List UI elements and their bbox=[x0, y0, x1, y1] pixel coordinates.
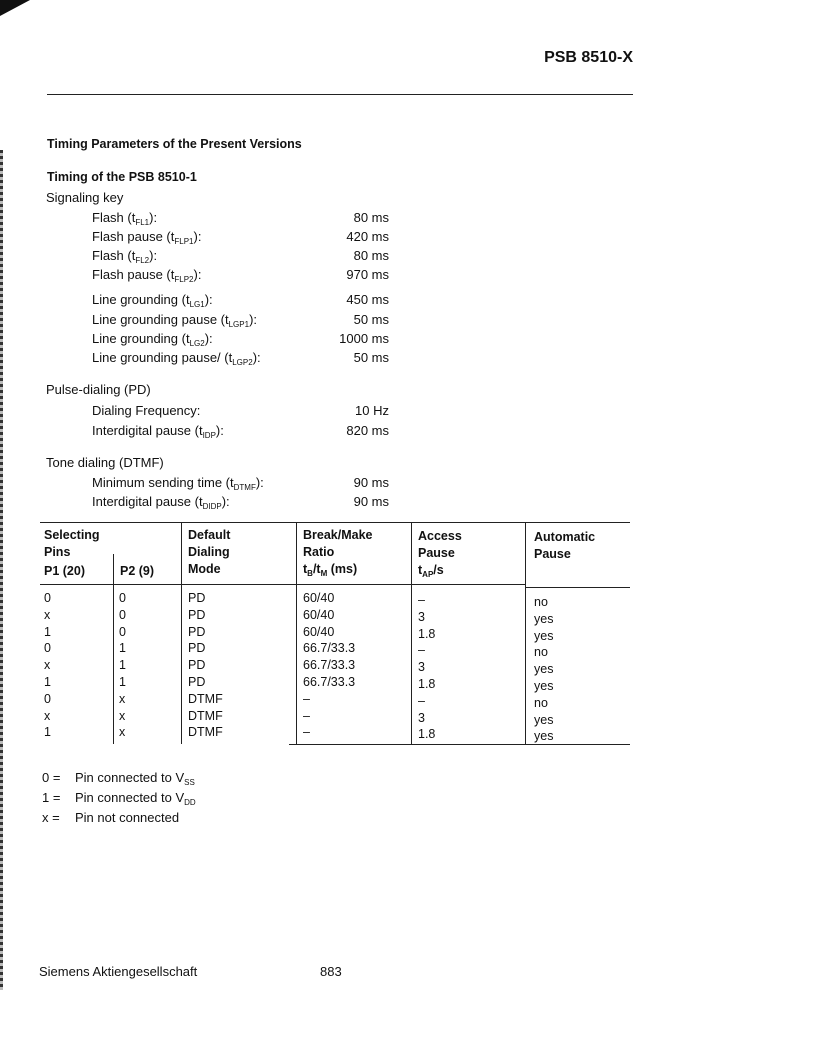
parameter-value: 50 ms bbox=[353, 350, 389, 365]
tone-dialing-title: Tone dialing (DTMF) bbox=[46, 455, 164, 470]
parameter-label: Flash pause $(t_{FLP2})$: bbox=[92, 267, 202, 284]
header-selecting-pins: Selecting Pins bbox=[44, 528, 100, 559]
header-access-pause: Access Pause $t_{AP}/s$ bbox=[418, 528, 462, 583]
cell-ratio: 66.7/33.3 bbox=[303, 675, 356, 689]
legend-text: Pin connected to $V_{DD}$ bbox=[75, 790, 196, 807]
cell-access-pause: 1.8 bbox=[418, 677, 436, 691]
scan-corner-mark bbox=[0, 0, 30, 16]
section-title: Timing Parameters of the Present Versions bbox=[47, 137, 302, 151]
cell-p1: x bbox=[44, 607, 51, 622]
parameter-label: Line grounding $(t_{LG2})$: bbox=[92, 331, 213, 348]
legend-symbol: 1 = bbox=[42, 790, 61, 805]
header-access-unit: $t_{AP}/s$ bbox=[418, 563, 444, 579]
cell-mode: PD bbox=[188, 624, 206, 639]
cell-mode: PD bbox=[188, 675, 206, 689]
parameter-value: 90 ms bbox=[353, 475, 389, 490]
table-divider-ratio bbox=[296, 522, 297, 744]
parameter-label: Interdigital pause $(t_{DIDP})$: bbox=[92, 494, 230, 511]
cell-mode: DTMF bbox=[188, 725, 223, 740]
cell-mode: PD bbox=[188, 591, 206, 605]
scan-edge-artifact bbox=[0, 150, 3, 990]
pulse-dialing-title: Pulse-dialing (PD) bbox=[46, 382, 151, 397]
cell-p1: x bbox=[44, 708, 51, 723]
cell-ratio: 60/40 bbox=[303, 591, 335, 605]
cell-ratio: 66.7/33.3 bbox=[303, 658, 356, 673]
cell-access-pause: – bbox=[418, 593, 425, 607]
cell-automatic-pause: no bbox=[534, 695, 548, 710]
table-divider-auto bbox=[525, 522, 526, 744]
cell-access-pause: 3 bbox=[418, 710, 425, 725]
cell-mode: DTMF bbox=[188, 708, 223, 723]
cell-p2: x bbox=[119, 691, 126, 706]
table-top-rule bbox=[40, 522, 630, 523]
cell-p2: x bbox=[119, 708, 126, 723]
legend-text: Pin connected to $V_{SS}$ bbox=[75, 770, 195, 787]
cell-p1: 1 bbox=[44, 725, 51, 740]
parameter-label: Flash pause $(t_{FLP1})$: bbox=[92, 229, 202, 246]
cell-automatic-pause: yes bbox=[534, 628, 554, 643]
parameter-value: 420 ms bbox=[346, 229, 389, 244]
cell-p2: 1 bbox=[119, 675, 126, 689]
header-rule bbox=[47, 94, 633, 95]
parameter-label: Line grounding pause $(t_{LGP1})$: bbox=[92, 312, 258, 329]
cell-automatic-pause: yes bbox=[534, 679, 554, 693]
cell-p1: 0 bbox=[44, 691, 51, 706]
parameter-value: 970 ms bbox=[346, 267, 389, 282]
cell-p2: 0 bbox=[119, 591, 126, 605]
parameter-value: 50 ms bbox=[353, 312, 389, 327]
parameter-value: 80 ms bbox=[353, 210, 389, 225]
cell-p2: 1 bbox=[119, 641, 126, 656]
parameter-label: Dialing Frequency: bbox=[92, 403, 201, 418]
footer-company: Siemens Aktiengesellschaft bbox=[39, 964, 198, 979]
cell-automatic-pause: no bbox=[534, 645, 548, 660]
cell-automatic-pause: yes bbox=[534, 712, 554, 727]
cell-p2: 0 bbox=[119, 607, 126, 622]
parameter-label: Flash $(t_{FL2})$: bbox=[92, 248, 158, 265]
cell-access-pause: 3 bbox=[418, 660, 425, 675]
subsection-title: Timing of the PSB 8510-1 bbox=[47, 170, 197, 184]
table-bottom-rule bbox=[289, 744, 630, 745]
header-p2: P2 (9) bbox=[120, 564, 155, 578]
legend-symbol: x = bbox=[42, 810, 60, 825]
cell-access-pause: 1.8 bbox=[418, 626, 436, 641]
header-ratio-unit: $t_B/t_M$ (ms) bbox=[303, 562, 358, 578]
table-header-rule-right bbox=[525, 587, 630, 588]
document-title: PSB 8510-X bbox=[544, 49, 633, 66]
parameter-label: Line grounding pause/ $(t_{LGP2})$: bbox=[92, 350, 261, 367]
cell-automatic-pause: yes bbox=[534, 729, 554, 744]
parameter-value: 820 ms bbox=[346, 423, 389, 438]
cell-ratio: – bbox=[303, 708, 310, 723]
cell-access-pause: 3 bbox=[418, 609, 425, 624]
parameter-value: 1000 ms bbox=[339, 331, 389, 346]
cell-p2: 0 bbox=[119, 624, 126, 639]
cell-ratio: 66.7/33.3 bbox=[303, 641, 356, 656]
table-divider-pins bbox=[113, 554, 114, 744]
cell-p2: 1 bbox=[119, 658, 126, 673]
header-automatic-pause: Automatic Pause bbox=[534, 530, 596, 561]
cell-p1: 1 bbox=[44, 675, 51, 689]
signaling-key-title: Signaling key bbox=[46, 190, 124, 205]
cell-p1: 0 bbox=[44, 641, 51, 656]
parameter-value: 90 ms bbox=[353, 494, 389, 509]
cell-access-pause: – bbox=[418, 643, 425, 658]
cell-ratio: – bbox=[303, 691, 310, 706]
cell-automatic-pause: no bbox=[534, 595, 548, 609]
parameter-value: 10 Hz bbox=[355, 403, 389, 418]
parameter-value: 80 ms bbox=[353, 248, 389, 263]
cell-ratio: 60/40 bbox=[303, 607, 335, 622]
legend-text: Pin not connected bbox=[75, 810, 180, 825]
header-ratio: Break/Make Ratio $t_B/t_M$ (ms) bbox=[303, 527, 373, 582]
cell-p1: 0 bbox=[44, 591, 51, 605]
table-divider-mode bbox=[181, 522, 182, 744]
cell-automatic-pause: yes bbox=[534, 611, 554, 626]
cell-ratio: 60/40 bbox=[303, 624, 335, 639]
cell-p1: 1 bbox=[44, 624, 51, 639]
parameter-label: Interdigital pause $(t_{IDP})$: bbox=[92, 423, 224, 440]
parameter-label: Flash $(t_{FL1})$: bbox=[92, 210, 158, 227]
footer-page-number: 883 bbox=[320, 964, 342, 979]
cell-access-pause: 1.8 bbox=[418, 727, 436, 742]
cell-access-pause: – bbox=[418, 693, 425, 708]
legend-symbol: 0 = bbox=[42, 770, 61, 785]
header-p1: P1 (20) bbox=[44, 564, 85, 578]
cell-ratio: – bbox=[303, 725, 310, 740]
parameter-label: Minimum sending time $(t_{DTMF})$: bbox=[92, 475, 264, 492]
parameter-value: 450 ms bbox=[346, 292, 389, 307]
parameter-label: Line grounding $(t_{LG1})$: bbox=[92, 292, 213, 309]
cell-mode: PD bbox=[188, 658, 206, 673]
cell-p1: x bbox=[44, 658, 51, 673]
header-default-mode: Default Dialing Mode bbox=[188, 528, 231, 576]
cell-mode: PD bbox=[188, 641, 206, 656]
cell-mode: PD bbox=[188, 607, 206, 622]
cell-p2: x bbox=[119, 725, 126, 740]
cell-mode: DTMF bbox=[188, 691, 223, 706]
cell-automatic-pause: yes bbox=[534, 662, 554, 677]
table-divider-access bbox=[411, 522, 412, 744]
